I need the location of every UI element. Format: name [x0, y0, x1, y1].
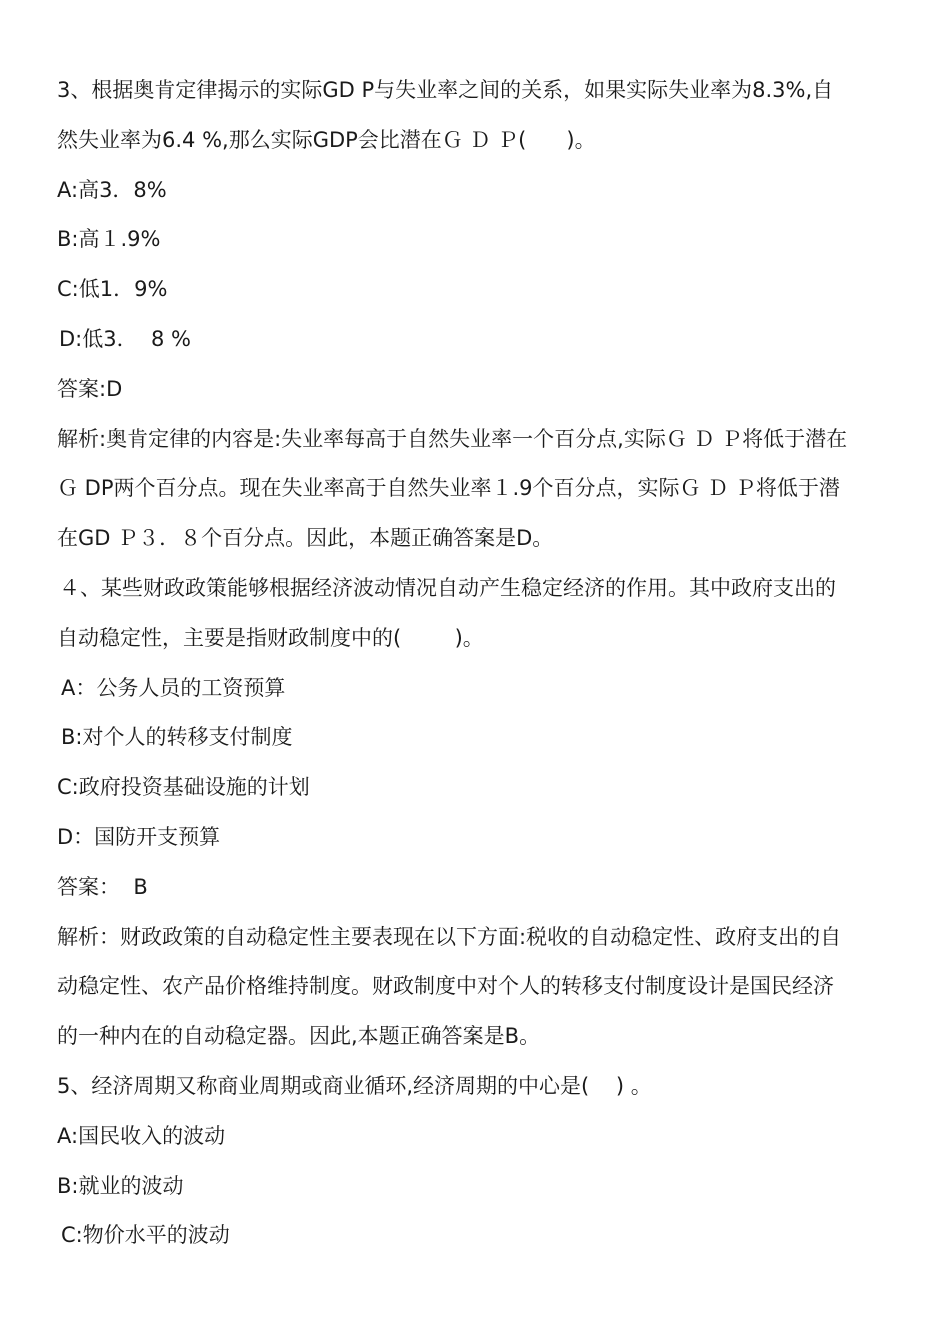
question-5-option-a: A:国民收入的波动: [57, 1123, 226, 1148]
question-3-analysis-line-3: 在GD Ｐ３．８个百分点。因此，本题正确答案是D。: [57, 526, 554, 551]
question-3-option-c: C:低1．9%: [57, 277, 168, 302]
question-4-option-b: B:对个人的转移支付制度: [61, 725, 293, 750]
question-4-option-a: A：公务人员的工资预算: [61, 675, 286, 700]
question-3-answer: 答案:D: [57, 376, 123, 401]
question-5-option-b: B:就业的波动: [57, 1173, 184, 1198]
question-4-option-c: C:政府投资基础设施的计划: [57, 775, 310, 800]
question-5-stem-line-1: 5、经济周期又称商业周期或商业循环,经济周期的中心是( ) 。: [57, 1073, 652, 1098]
question-4-analysis-line-3: 的一种内在的自动稳定器。因此,本题正确答案是B。: [57, 1024, 541, 1049]
question-4-option-d: D：国防开支预算: [57, 824, 221, 849]
question-3-stem-line-1: 3、根据奥肯定律揭示的实际GD P与失业率之间的关系，如果实际失业率为8.3%,自: [57, 78, 834, 102]
question-3-analysis-line-2: Ｇ DP两个百分点。现在失业率高于自然失业率１.9个百分点，实际Ｇ Ｄ Ｐ将低于潜: [57, 476, 840, 501]
document-page: [57, 66, 893, 1261]
question-4-stem-line-1: ４、某些财政政策能够根据经济波动情况自动产生稳定经济的作用。其中政府支出的: [59, 575, 836, 600]
question-3-analysis-line-1: 解析:奥肯定律的内容是:失业率每高于自然失业率一个百分点,实际Ｇ Ｄ Ｐ将低于潜在: [57, 426, 848, 451]
question-3-option-d: D:低3． 8 %: [59, 326, 191, 351]
question-4-answer: 答案： B: [57, 874, 148, 899]
question-4-stem-line-2: 自动稳定性，主要是指财政制度中的( )。: [57, 625, 484, 650]
question-3-stem-line-2: 然失业率为6.4 %,那么实际GDP会比潜在Ｇ Ｄ Ｐ( )。: [57, 127, 596, 152]
question-3-option-a: A:高3．8%: [57, 177, 167, 202]
question-3-option-b: B:高１.9%: [57, 227, 161, 252]
question-4-analysis-line-2: 动稳定性、农产品价格维持制度。财政制度中对个人的转移支付制度设计是国民经济: [57, 974, 834, 999]
question-5-option-c: C:物价水平的波动: [61, 1223, 230, 1248]
question-4-analysis-line-1: 解析：财政政策的自动稳定性主要表现在以下方面:税收的自动稳定性、政府支出的自: [57, 924, 842, 949]
